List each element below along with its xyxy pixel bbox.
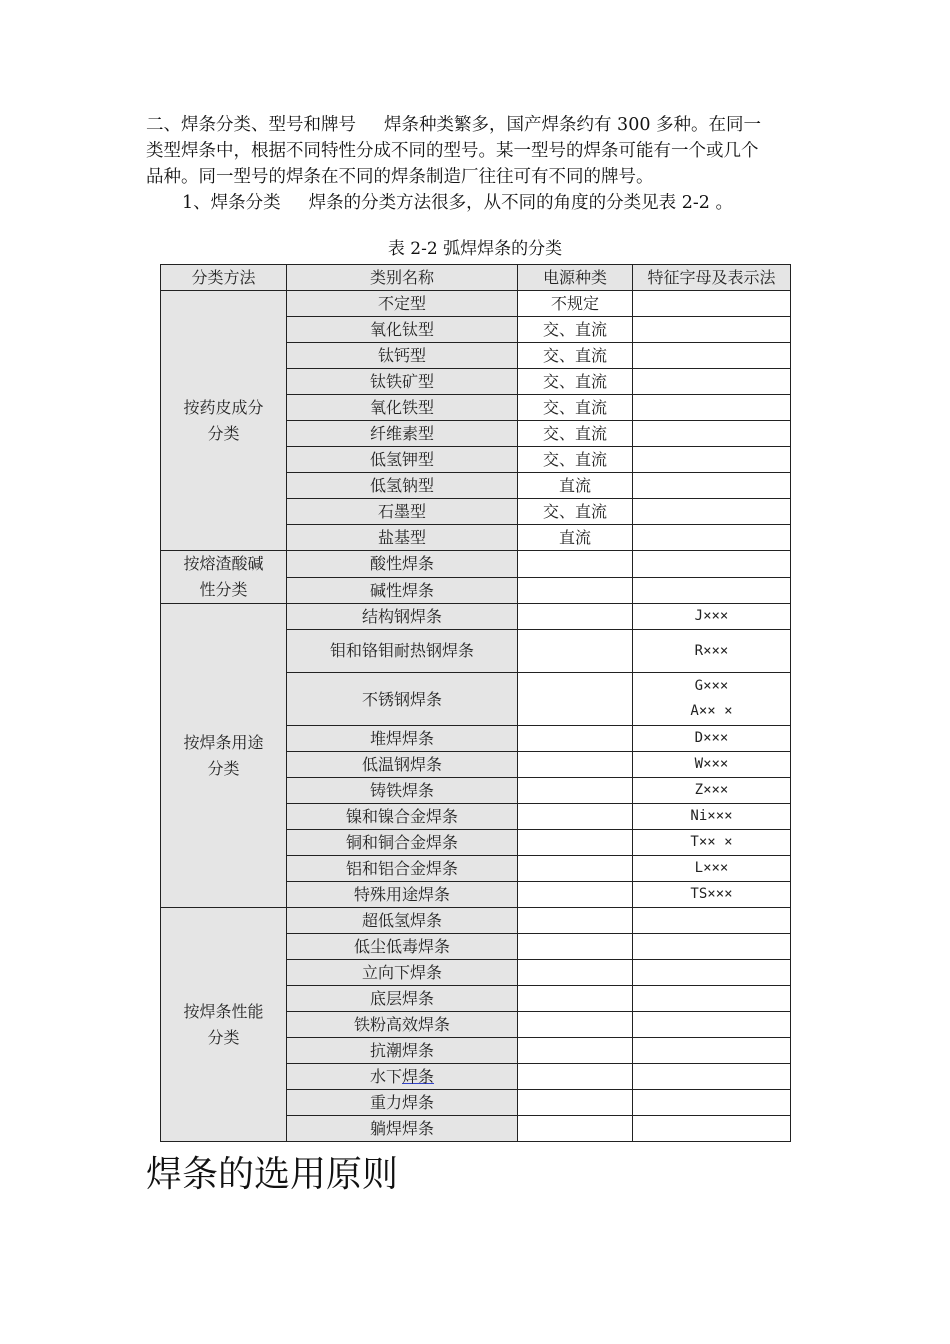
classification-method: 按焊条性能分类 bbox=[161, 908, 287, 1142]
designation-code-line: A×× × bbox=[690, 703, 733, 719]
power-type bbox=[518, 1090, 633, 1116]
power-type: 交、直流 bbox=[518, 395, 633, 421]
category-name: 盐基型 bbox=[287, 525, 518, 551]
designation-code bbox=[633, 291, 791, 317]
power-type bbox=[518, 934, 633, 960]
subsection-title: 1、焊条分类 bbox=[182, 193, 281, 213]
column-header: 电源种类 bbox=[518, 265, 633, 291]
table-caption: 表 2-2 弧焊焊条的分类 bbox=[387, 239, 563, 259]
power-type bbox=[518, 804, 633, 830]
category-name: 纤维素型 bbox=[287, 421, 518, 447]
category-name: 不定型 bbox=[287, 291, 518, 317]
category-name: 低氢钾型 bbox=[287, 447, 518, 473]
category-name: 石墨型 bbox=[287, 499, 518, 525]
power-type bbox=[518, 778, 633, 804]
category-name: 氧化钛型 bbox=[287, 317, 518, 343]
designation-code: R××× bbox=[633, 630, 791, 673]
designation-code bbox=[633, 369, 791, 395]
power-type bbox=[518, 577, 633, 604]
category-name: 氧化铁型 bbox=[287, 395, 518, 421]
table-row bbox=[161, 551, 791, 578]
table-row bbox=[161, 604, 791, 630]
section-heading: 焊条的选用原则 bbox=[146, 1154, 399, 1195]
intro-text-4: 焊条的分类方法很多，从不同的角度的分类见表 2-2 。 bbox=[308, 193, 733, 213]
power-type: 不规定 bbox=[518, 291, 633, 317]
designation-code bbox=[633, 1012, 791, 1038]
power-type: 直流 bbox=[518, 525, 633, 551]
designation-code bbox=[633, 577, 791, 604]
category-name: 结构钢焊条 bbox=[287, 604, 518, 630]
category-name: 立向下焊条 bbox=[287, 960, 518, 986]
power-type: 交、直流 bbox=[518, 343, 633, 369]
power-type: 交、直流 bbox=[518, 369, 633, 395]
category-name: 碱性焊条 bbox=[287, 577, 518, 604]
column-header: 特征字母及表示法 bbox=[633, 265, 791, 291]
category-name: 钛铁矿型 bbox=[287, 369, 518, 395]
power-type bbox=[518, 726, 633, 752]
power-type bbox=[518, 908, 633, 934]
power-type: 交、直流 bbox=[518, 421, 633, 447]
power-type bbox=[518, 551, 633, 578]
designation-code bbox=[633, 525, 791, 551]
designation-code: TS××× bbox=[633, 882, 791, 908]
category-name: 低温钢焊条 bbox=[287, 752, 518, 778]
power-type bbox=[518, 1012, 633, 1038]
intro-text-1: 焊条种类繁多，国产焊条约有 300 多种。在同一 bbox=[384, 115, 762, 135]
designation-code bbox=[633, 551, 791, 578]
intro-line-3: 品种。同一型号的焊条在不同的焊条制造厂往往可有不同的牌号。 bbox=[146, 167, 654, 187]
power-type bbox=[518, 960, 633, 986]
designation-code bbox=[633, 343, 791, 369]
power-type: 直流 bbox=[518, 473, 633, 499]
power-type bbox=[518, 630, 633, 673]
category-name-link[interactable]: 焊条 bbox=[402, 1067, 435, 1086]
designation-code: Z××× bbox=[633, 778, 791, 804]
electrode-classification-table bbox=[160, 264, 791, 1142]
category-name: 底层焊条 bbox=[287, 986, 518, 1012]
category-name: 钛钙型 bbox=[287, 343, 518, 369]
designation-code bbox=[633, 1116, 791, 1142]
power-type: 交、直流 bbox=[518, 317, 633, 343]
designation-code bbox=[633, 499, 791, 525]
category-name: 低氢钠型 bbox=[287, 473, 518, 499]
power-type bbox=[518, 1064, 633, 1090]
designation-code-line: G××× bbox=[694, 678, 729, 694]
power-type bbox=[518, 604, 633, 630]
designation-code bbox=[633, 960, 791, 986]
column-header: 分类方法 bbox=[161, 265, 287, 291]
power-type bbox=[518, 986, 633, 1012]
designation-code: L××× bbox=[633, 856, 791, 882]
designation-code: D××× bbox=[633, 726, 791, 752]
designation-code: J××× bbox=[633, 604, 791, 630]
power-type bbox=[518, 882, 633, 908]
category-name: 超低氢焊条 bbox=[287, 908, 518, 934]
designation-code: T×× × bbox=[633, 830, 791, 856]
classification-method: 按焊条用途分类 bbox=[161, 604, 287, 908]
power-type bbox=[518, 830, 633, 856]
category-name: 重力焊条 bbox=[287, 1090, 518, 1116]
designation-code bbox=[633, 1090, 791, 1116]
power-type bbox=[518, 856, 633, 882]
table-row bbox=[161, 908, 791, 934]
intro-line-2: 类型焊条中，根据不同特性分成不同的型号。某一型号的焊条可能有一个或几个 bbox=[146, 141, 759, 161]
category-name: 特殊用途焊条 bbox=[287, 882, 518, 908]
designation-code bbox=[633, 317, 791, 343]
category-name: 堆焊焊条 bbox=[287, 726, 518, 752]
power-type bbox=[518, 752, 633, 778]
designation-code bbox=[633, 908, 791, 934]
category-name: 抗潮焊条 bbox=[287, 1038, 518, 1064]
section-title: 二、焊条分类、型号和牌号 bbox=[146, 115, 356, 135]
intro-line-1 bbox=[146, 112, 814, 138]
category-name: 躺焊焊条 bbox=[287, 1116, 518, 1142]
category-name: 钼和铬钼耐热钢焊条 bbox=[287, 630, 518, 673]
power-type bbox=[518, 673, 633, 726]
intro-paragraph bbox=[146, 112, 814, 216]
classification-method: 按药皮成分分类 bbox=[161, 291, 287, 551]
intro-line-4 bbox=[146, 190, 814, 216]
power-type: 交、直流 bbox=[518, 447, 633, 473]
category-name: 酸性焊条 bbox=[287, 551, 518, 578]
category-name: 铸铁焊条 bbox=[287, 778, 518, 804]
power-type: 交、直流 bbox=[518, 499, 633, 525]
category-name bbox=[287, 1064, 518, 1090]
designation-code bbox=[633, 447, 791, 473]
designation-code bbox=[633, 1038, 791, 1064]
designation-code bbox=[633, 421, 791, 447]
table-row bbox=[161, 291, 791, 317]
designation-code bbox=[633, 673, 791, 726]
designation-code bbox=[633, 1064, 791, 1090]
category-name: 铝和铝合金焊条 bbox=[287, 856, 518, 882]
category-name: 低尘低毒焊条 bbox=[287, 934, 518, 960]
category-name: 镍和镍合金焊条 bbox=[287, 804, 518, 830]
category-name: 铁粉高效焊条 bbox=[287, 1012, 518, 1038]
designation-code bbox=[633, 986, 791, 1012]
column-header: 类别名称 bbox=[287, 265, 518, 291]
category-name: 不锈钢焊条 bbox=[287, 673, 518, 726]
classification-method: 按熔渣酸碱性分类 bbox=[161, 551, 287, 604]
designation-code bbox=[633, 934, 791, 960]
table-header-row bbox=[161, 265, 791, 291]
designation-code bbox=[633, 473, 791, 499]
designation-code: Ni××× bbox=[633, 804, 791, 830]
power-type bbox=[518, 1116, 633, 1142]
designation-code bbox=[633, 395, 791, 421]
designation-code: W××× bbox=[633, 752, 791, 778]
category-name-text: 水下 bbox=[369, 1067, 402, 1086]
category-name: 铜和铜合金焊条 bbox=[287, 830, 518, 856]
power-type bbox=[518, 1038, 633, 1064]
